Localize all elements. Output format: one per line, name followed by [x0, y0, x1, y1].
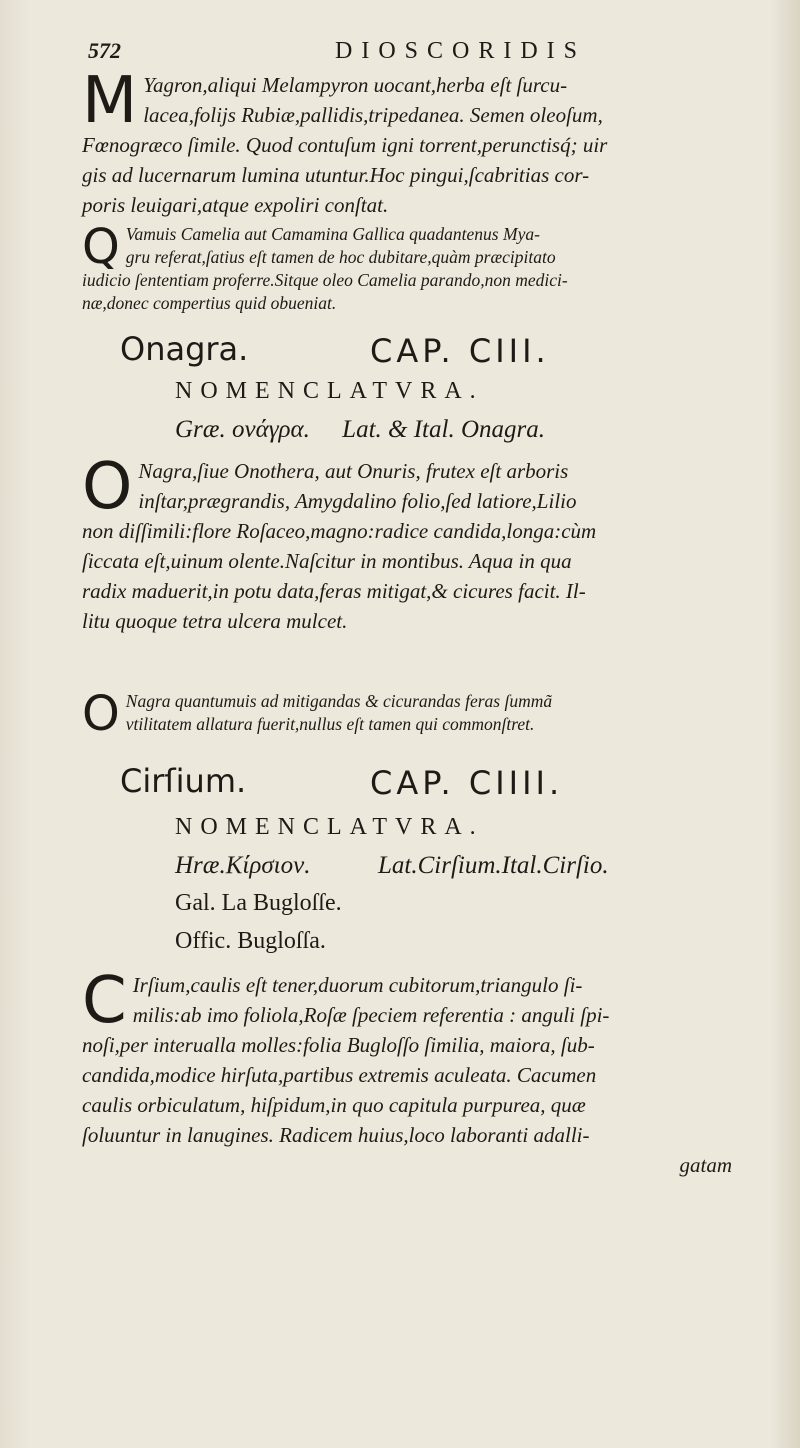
text-line: candida,modice hirſuta,partibus extremis aculeata. Cacumen [82, 1063, 597, 1087]
catchword: gatam [679, 1153, 732, 1177]
text-line: gru referat,ſatius eſt tamen de hoc dubitare,quàm præcipitato [125, 247, 556, 267]
drop-cap-q: Q [82, 219, 120, 275]
paragraph-cirsium [82, 964, 752, 1180]
paragraph-annotation-onagra [82, 686, 752, 742]
paragraph-myagron [82, 64, 752, 220]
text-line: non diſſimili:flore Roſaceo,magno:radice candida,longa:cùm [82, 519, 597, 543]
chapter-name: Cirſium. [120, 762, 247, 800]
text-line: iudicio ſententiam proferre.Sitque oleo Camelia parando,non medici- [82, 270, 568, 290]
text-line: lacea,folijs Rubiæ,pallidis,tripedanea. Semen oleoſum, [143, 103, 603, 127]
italian-label: Ital. [413, 416, 455, 443]
running-title: DIOSCORIDIS [335, 38, 587, 64]
page-number: 572 [88, 38, 121, 63]
synonyms-gallic: Gal. La Bugloſſe. [175, 890, 342, 916]
text-line: caulis orbiculatum, hiſpidum,in quo capitula purpurea, quæ [82, 1093, 586, 1117]
text-line: Fœnogræco ſimile. Quod contuſum igni torrent,perunctisq́; uir [82, 133, 608, 157]
nomenclatura-heading: NOMENCLATVRA. [175, 378, 484, 404]
italian-word: Onagra. [460, 416, 545, 443]
text-line: milis:ab imo foliola,Roſæ ſpeciem referentia : anguli ſpi- [132, 1003, 610, 1027]
text-line: Yagron,aliqui Melampyron uocant,herba eſt ſurcu- [143, 73, 568, 97]
text-line: næ,donec compertius quid obueniat. [82, 293, 337, 313]
nomenclatura-heading: NOMENCLATVRA. [175, 814, 484, 840]
synonyms-latin-italian: Lat.Cirſium.Ital.Cirſio. [378, 852, 609, 879]
chapter-name: Onagra. [120, 330, 249, 368]
chapter-number: CAP. CIII. [370, 332, 550, 370]
text-line: Nagra quantumuis ad mitigandas & cicurandas feras ſummã [125, 691, 553, 711]
text-line: radix maduerit,in potu data,feras mitigat,& cicures facit. Il- [82, 579, 586, 603]
drop-cap-o-small: O [82, 686, 120, 742]
text-line: vtilitatem allatura fuerit,nullus eſt tamen qui commonſtret. [125, 714, 535, 734]
text-line: inſtar,prægrandis, Amygdalino folio,ſed latiore,Lilio [138, 489, 577, 513]
drop-cap-o: O [82, 450, 133, 524]
latin-label: Lat. [342, 416, 382, 443]
text-line: ſoluuntur in lanugines. Radicem huius,loco laboranti adalli- [82, 1123, 590, 1147]
chapter-heading-cirsium [120, 762, 740, 800]
text-line: ſiccata eſt,uinum olente.Naſcitur in montibus. Aqua in qua [82, 549, 572, 573]
greek-word: ονάγρα. [231, 416, 310, 443]
text-line: litu quoque tetra ulcera mulcet. [82, 609, 348, 633]
page-header [80, 38, 740, 72]
paragraph-annotation-camelia [82, 219, 752, 315]
text-line: Vamuis Camelia aut Camamina Gallica quadantenus Mya- [125, 224, 540, 244]
chapter-number: CAP. CIIII. [370, 764, 564, 802]
text-line: poris leuigari,atque expoliri conſtat. [82, 193, 389, 217]
synonyms-greek-latin: Hræ.Κίρσιον. [175, 852, 311, 879]
text-line: Irſium,caulis eſt tener,duorum cubitorum,triangulo ſi- [132, 973, 583, 997]
text-line: noſi,per interualla molles:folia Bugloſſo ſimilia, maiora, ſub- [82, 1033, 595, 1057]
paragraph-onagra [82, 450, 752, 636]
greek-label: Græ. [175, 416, 226, 443]
chapter-heading-onagra [120, 330, 740, 368]
text-line: gis ad lucernarum lumina utuntur.Hoc pingui,ſcabritias cor- [82, 163, 590, 187]
ampersand: & [388, 416, 408, 443]
synonyms-line [175, 416, 545, 444]
text-line: Nagra,ſiue Onothera, aut Onuris, frutex eſt arboris [138, 459, 569, 483]
drop-cap-c: C [82, 964, 127, 1038]
synonyms-officinal: Offic. Bugloſſa. [175, 928, 326, 954]
drop-cap-m: M [82, 64, 138, 138]
